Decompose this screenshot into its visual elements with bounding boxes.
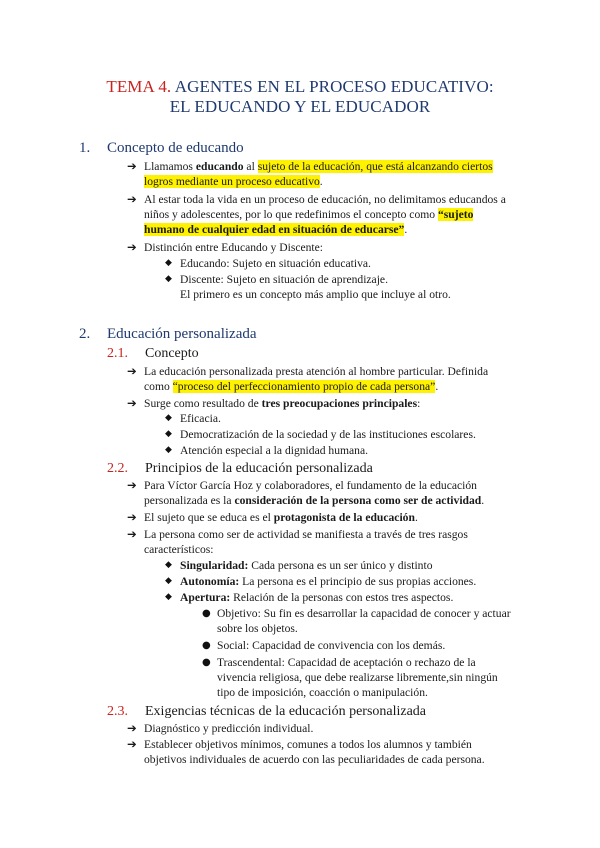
arrow-bullet-icon: ➔ <box>127 478 137 492</box>
arrow-bullet-icon: ➔ <box>127 737 137 751</box>
paragraph-line <box>144 207 473 222</box>
text-run: La persona es el principio de sus propias acciones. <box>239 575 477 588</box>
diamond-bullet-icon: ◆ <box>165 429 172 439</box>
paragraph-line <box>144 493 484 508</box>
text-run: : <box>417 397 421 410</box>
subsection-title: Concepto <box>145 346 199 361</box>
list-item: Eficacia. <box>180 412 221 425</box>
paragraph-line: Al estar toda la vida en un proceso de educación, no delimitamos educandos a <box>144 193 506 206</box>
arrow-bullet-icon: ➔ <box>127 396 137 410</box>
document-title-line-2: EL EDUCANDO Y EL EDUCADOR <box>169 97 431 116</box>
paragraph-line <box>144 174 323 189</box>
bold-text: protagonista de la educación <box>273 511 415 524</box>
diamond-bullet-icon: ◆ <box>165 576 172 586</box>
dot-bullet-icon: ● <box>202 640 211 651</box>
diamond-bullet-icon: ◆ <box>165 274 172 284</box>
diamond-bullet-icon: ◆ <box>165 413 172 423</box>
arrow-bullet-icon: ➔ <box>127 240 137 254</box>
list-item: Educando: Sujeto en situación educativa. <box>180 257 371 270</box>
paragraph-line: La educación personalizada presta atención al hombre particular. Definida <box>144 365 489 378</box>
text-run: Llamamos <box>144 160 196 173</box>
diamond-bullet-icon: ◆ <box>165 560 172 570</box>
paragraph-line <box>144 222 407 237</box>
paragraph-line: Diagnóstico y predicción individual. <box>144 722 314 735</box>
paragraph-line <box>144 379 438 394</box>
list-item: Trascendental: Capacidad de aceptación o rechazo de la <box>217 656 476 669</box>
text-run: Relación de la personas con estos tres aspectos. <box>230 591 454 604</box>
text-run: . <box>435 380 439 393</box>
list-item: sobre los objetos. <box>217 622 298 635</box>
list-item <box>180 558 433 573</box>
dot-bullet-icon: ● <box>202 608 211 619</box>
subsection-title: Exigencias técnicas de la educación personalizada <box>145 704 427 719</box>
arrow-bullet-icon: ➔ <box>127 159 137 173</box>
bold-text: tres preocupaciones principales <box>261 397 418 410</box>
paragraph-line <box>144 510 418 525</box>
section-1-number: 1. <box>79 140 91 156</box>
text-run: El sujeto que se educa es el <box>144 511 274 524</box>
section-2-title: Educación personalizada <box>107 326 257 342</box>
arrow-bullet-icon: ➔ <box>127 510 137 524</box>
arrow-bullet-icon: ➔ <box>127 527 137 541</box>
paragraph-line: Distinción entre Educando y Discente: <box>144 241 324 254</box>
subsection-number: 2.3. <box>107 704 128 719</box>
highlighted-text: “sujeto <box>437 208 474 221</box>
list-item: Democratización de la sociedad y de las instituciones escolares. <box>180 428 476 441</box>
highlighted-text: “proceso del perfeccionamiento propio de cada persona” <box>172 380 436 393</box>
text-run: . <box>481 494 485 507</box>
text-run: al <box>243 160 258 173</box>
title-topic-text: AGENTES EN EL PROCESO EDUCATIVO: <box>171 77 494 96</box>
text-run: . <box>319 175 323 188</box>
paragraph-line: objetivos individuales de acuerdo con las peculiaridades de cada persona. <box>144 753 485 766</box>
paragraph-line <box>144 159 493 174</box>
title-topic-number: TEMA 4. <box>106 77 172 96</box>
list-item: Objetivo: Su fin es desarrollar la capacidad de conocer y actuar <box>217 607 511 620</box>
arrow-bullet-icon: ➔ <box>127 192 137 206</box>
highlighted-text: sujeto de la educación, que está alcanzando ciertos <box>257 160 493 173</box>
bold-text: educando <box>195 160 244 173</box>
list-item <box>180 590 453 605</box>
section-2-number: 2. <box>79 326 91 342</box>
paragraph-line <box>144 396 420 411</box>
text-run: . <box>414 511 418 524</box>
arrow-bullet-icon: ➔ <box>127 721 137 735</box>
text-run: como <box>144 380 173 393</box>
subsection-title: Principios de la educación personalizada <box>145 461 373 476</box>
arrow-bullet-icon: ➔ <box>127 364 137 378</box>
diamond-bullet-icon: ◆ <box>165 592 172 602</box>
bold-text: consideración de la persona como ser de actividad <box>234 494 482 507</box>
text-run: Cada persona es un ser único y distinto <box>248 559 433 572</box>
bold-text: Apertura: <box>180 591 231 604</box>
list-item <box>180 574 476 589</box>
list-item: Atención especial a la dignidad humana. <box>180 444 369 457</box>
paragraph-line: Para Víctor García Hoz y colaboradores, el fundamento de la educación <box>144 479 477 492</box>
list-item: vivencia religiosa, que debe realizarse libremente,sin ningún <box>217 671 498 684</box>
diamond-bullet-icon: ◆ <box>165 445 172 455</box>
dot-bullet-icon: ● <box>202 657 211 668</box>
paragraph-line: Establecer objetivos mínimos, comunes a todos los alumnos y también <box>144 738 472 751</box>
bold-text: Singularidad: <box>180 559 249 572</box>
list-note: El primero es un concepto más amplio que incluye al otro. <box>180 288 451 301</box>
diamond-bullet-icon: ◆ <box>165 258 172 268</box>
text-run: personalizada es la <box>144 494 235 507</box>
subsection-number: 2.2. <box>107 461 128 476</box>
paragraph-line: La persona como ser de actividad se manifiesta a través de tres rasgos <box>144 528 468 541</box>
highlighted-text: logros mediante un proceso educativo <box>144 175 320 188</box>
text-run: Surge como resultado de <box>144 397 262 410</box>
text-run: niños y adolescentes, por lo que redefinimos el concepto como <box>144 208 438 221</box>
list-item: Social: Capacidad de convivencia con los demás. <box>217 639 446 652</box>
section-1-title: Concepto de educando <box>107 140 244 156</box>
bold-text: Autonomía: <box>180 575 240 588</box>
text-run: . <box>404 223 408 236</box>
list-item: Discente: Sujeto en situación de aprendizaje. <box>180 273 388 286</box>
list-item: tipo de imposición, coacción o manipulación. <box>217 686 428 699</box>
subsection-number: 2.1. <box>107 346 128 361</box>
document-title-line-1 <box>0 76 600 98</box>
highlighted-text: humano de cualquier edad en situación de educarse” <box>144 223 405 236</box>
paragraph-line: característicos: <box>144 543 214 556</box>
